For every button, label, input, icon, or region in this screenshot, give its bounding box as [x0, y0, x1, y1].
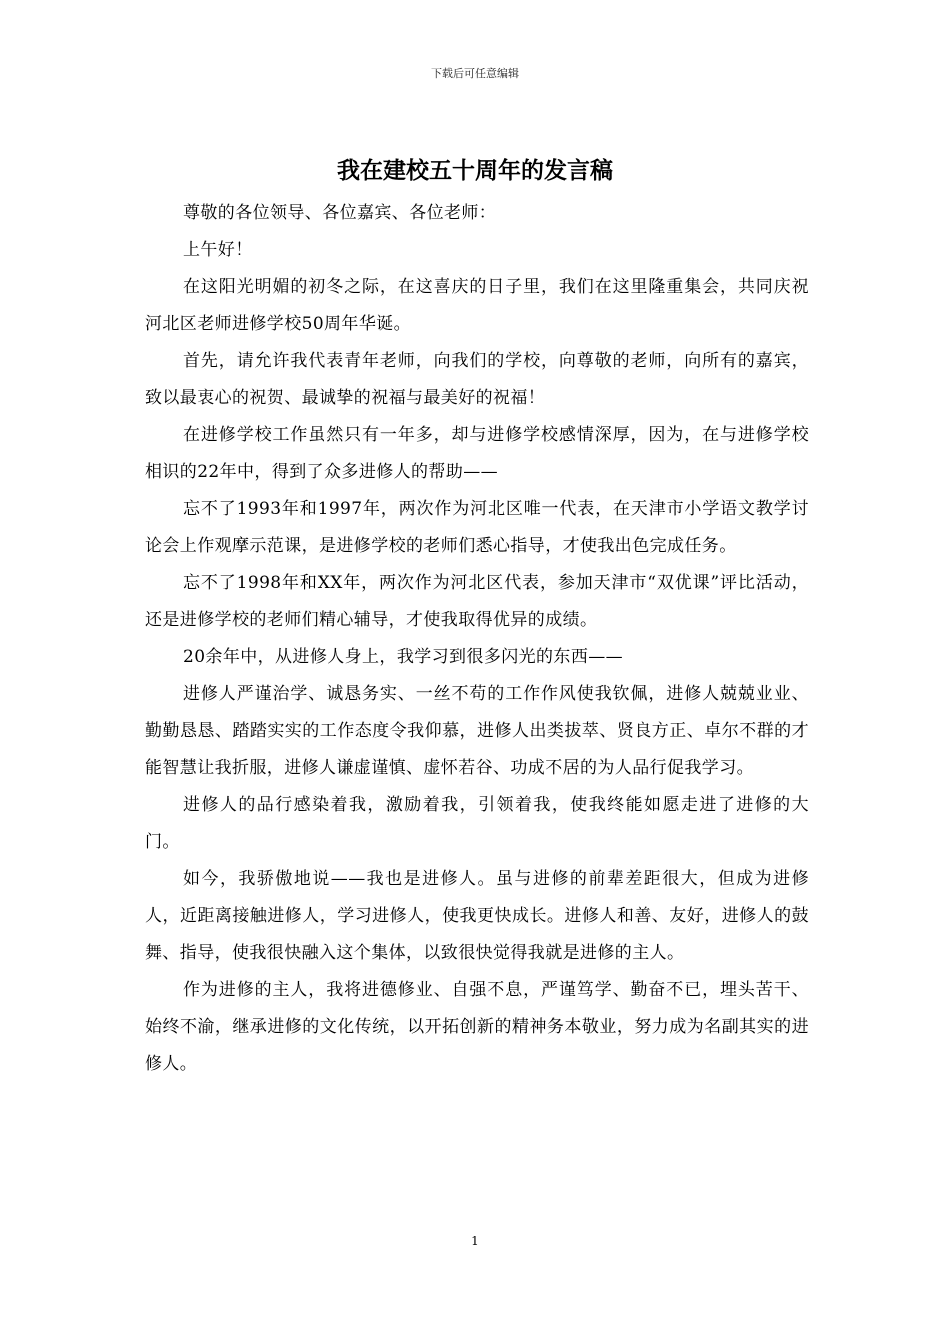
paragraph: 如今，我骄傲地说——我也是进修人。虽与进修的前辈差距很大，但成为进修人，近距离接触进修人，学习进修人，使我更快成长。进修人和善、友好，进修人的鼓舞、指导，使我很快融入这个集体，以致很快觉得我就是进修的主人。: [145, 869, 809, 963]
paragraph: 作为进修的主人，我将进德修业、自强不息，严谨笃学、勤奋不已，埋头苦干、始终不渝，继承进修的文化传统，以开拓创新的精神务本敬业，努力成为名副其实的进修人。: [145, 980, 809, 1074]
paragraph: 在进修学校工作虽然只有一年多，却与进修学校感情深厚，因为，在与进修学校相识的22年中，得到了众多进修人的帮助——: [145, 425, 809, 482]
paragraph: 忘不了1998年和XX年，两次作为河北区代表，参加天津市“双优课”评比活动，还是进修学校的老师们精心辅导，才使我取得优异的成绩。: [145, 573, 809, 630]
header-note: 下载后可任意编辑: [431, 67, 519, 80]
document-body: [145, 195, 809, 1083]
page-number: 1: [471, 1234, 479, 1248]
paragraph: 进修人的品行感染着我，激励着我，引领着我，使我终能如愿走进了进修的大门。: [145, 795, 809, 852]
paragraph: 20余年中，从进修人身上，我学习到很多闪光的东西——: [183, 647, 624, 667]
paragraph: 首先，请允许我代表青年老师，向我们的学校，向尊敬的老师，向所有的嘉宾，致以最衷心的祝贺、最诚挚的祝福与最美好的祝福！: [145, 351, 809, 408]
document-title: 我在建校五十周年的发言稿: [337, 157, 613, 184]
paragraph: 在这阳光明媚的初冬之际，在这喜庆的日子里，我们在这里隆重集会，共同庆祝河北区老师进修学校50周年华诞。: [145, 277, 809, 334]
paragraph: 进修人严谨治学、诚恳务实、一丝不苟的工作作风使我钦佩，进修人兢兢业业、勤勤恳恳、踏踏实实的工作态度令我仰慕，进修人出类拔萃、贤良方正、卓尔不群的才能智慧让我折服，进修人谦虚谨慎、虚怀若谷、功成不居的为人品行促我学习。: [145, 684, 809, 778]
paragraph-salutation: 尊敬的各位领导、各位嘉宾、各位老师：: [183, 203, 497, 223]
paragraph: 忘不了1993年和1997年，两次作为河北区唯一代表，在天津市小学语文教学讨论会上作观摩示范课，是进修学校的老师们悉心指导，才使我出色完成任务。: [145, 499, 809, 556]
paragraph-greeting: 上午好！: [183, 240, 253, 260]
